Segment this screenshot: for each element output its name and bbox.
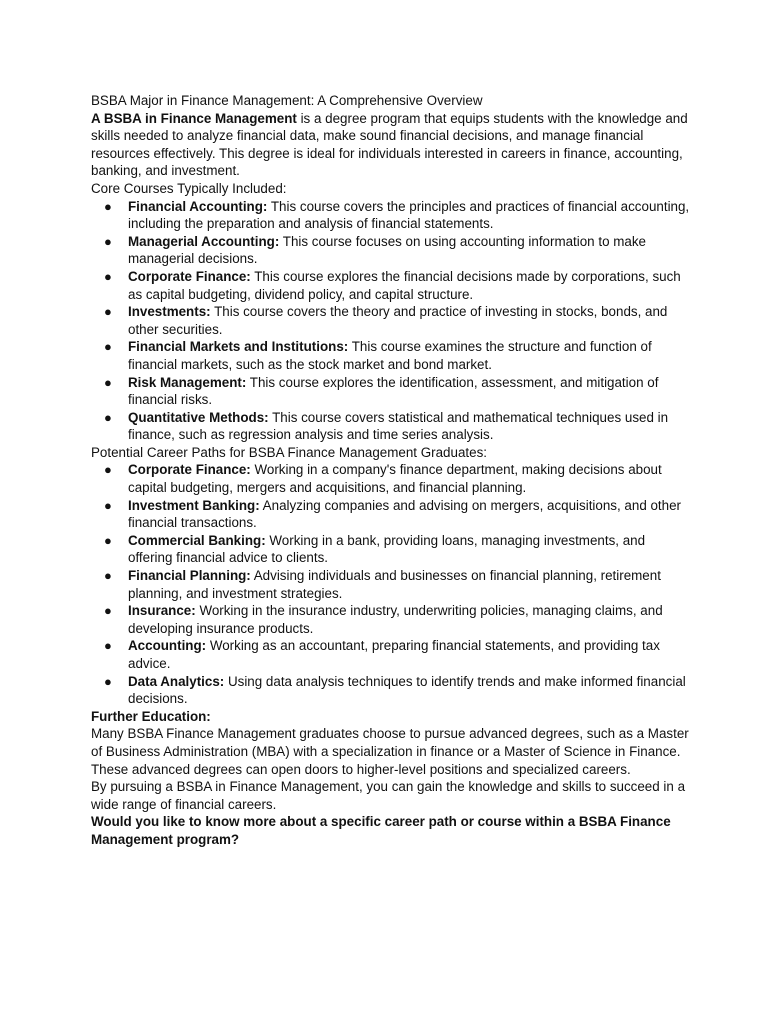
- career-term: Insurance:: [128, 603, 196, 619]
- list-item: [91, 268, 691, 303]
- list-item: [91, 409, 691, 444]
- course-term: Managerial Accounting:: [128, 233, 280, 249]
- bullet-icon: ●: [104, 638, 112, 654]
- bullet-icon: ●: [104, 568, 112, 584]
- bullet-icon: ●: [104, 268, 112, 284]
- list-item: [91, 673, 691, 708]
- career-paths-list: [91, 461, 691, 707]
- course-desc: This course examines the structure and function of financial markets, such as the stock market and bond market.: [128, 339, 652, 372]
- career-term: Commercial Banking:: [128, 532, 266, 548]
- course-desc: This course focuses on using accounting information to make managerial decisions.: [128, 233, 646, 267]
- intro-bold: A BSBA in Finance Management: [91, 110, 297, 126]
- career-desc: Working in the insurance industry, underwriting policies, managing claims, and developing insurance products.: [128, 603, 663, 636]
- course-desc: This course covers the theory and practice of investing in stocks, bonds, and other securities.: [128, 304, 668, 337]
- bullet-icon: ●: [104, 673, 112, 689]
- career-desc: Working in a bank, providing loans, managing investments, and offering financial advice to clients.: [128, 532, 646, 566]
- career-desc: Working in a company's finance department, making decisions about capital budgeting, mergers and acquisitions, and financial planning.: [128, 462, 662, 496]
- bullet-icon: ●: [104, 532, 112, 548]
- career-term: Investment Banking:: [128, 497, 260, 513]
- career-desc: Using data analysis techniques to identify trends and make informed financial decisions.: [128, 673, 686, 707]
- bullet-icon: ●: [104, 497, 112, 513]
- course-desc: This course explores the identification, assessment, and mitigation of financial risks.: [128, 374, 659, 408]
- list-item: [91, 567, 691, 602]
- core-courses-list: [91, 198, 691, 444]
- bullet-icon: ●: [104, 198, 112, 214]
- document-title: BSBA Major in Finance Management: A Comprehensive Overview: [91, 93, 483, 108]
- career-term: Data Analytics:: [128, 673, 225, 689]
- list-item: [91, 461, 691, 496]
- document-page: [91, 92, 691, 849]
- bullet-icon: ●: [104, 233, 112, 249]
- bullet-icon: ●: [104, 603, 112, 619]
- core-courses-heading: Core Courses Typically Included:: [91, 180, 287, 196]
- career-desc: Working as an accountant, preparing financial statements, and providing tax advice.: [128, 638, 660, 671]
- intro-text: is a degree program that equips students with the knowledge and skills needed to analyze financial data, make sound financial decisions, and manage financial resources effectively. This degree is ideal for individuals interested in careers in finance, accounting, banking, and investment.: [91, 110, 688, 179]
- list-item: [91, 198, 691, 233]
- course-term: Financial Accounting:: [128, 198, 268, 214]
- further-education-text: Many BSBA Finance Management graduates choose to pursue advanced degrees, such as a Master of Business Administration (MBA) with a specialization in finance or a Master of Science in Finance. These advanced degrees can open doors to higher-level positions and specialized careers.: [91, 726, 689, 777]
- intro-paragraph: [91, 110, 691, 180]
- list-item: [91, 497, 691, 532]
- list-item: [91, 602, 691, 637]
- career-desc: Advising individuals and businesses on financial planning, retirement planning, and investment strategies.: [128, 568, 661, 601]
- course-term: Financial Markets and Institutions:: [128, 339, 349, 355]
- course-term: Investments:: [128, 304, 211, 320]
- further-education-heading: Further Education:: [91, 708, 211, 724]
- bullet-icon: ●: [104, 409, 112, 425]
- course-term: Risk Management:: [128, 374, 247, 390]
- career-term: Financial Planning:: [128, 568, 251, 584]
- list-item: [91, 374, 691, 409]
- bullet-icon: ●: [104, 304, 112, 320]
- conclusion-text: By pursuing a BSBA in Finance Management, you can gain the knowledge and skills to succeed in a wide range of financial careers.: [91, 779, 686, 812]
- career-paths-heading: Potential Career Paths for BSBA Finance Management Graduates:: [91, 444, 487, 460]
- course-desc: This course covers statistical and mathematical techniques used in finance, such as regression analysis and time series analysis.: [128, 409, 669, 443]
- bullet-icon: ●: [104, 374, 112, 390]
- career-desc: Analyzing companies and advising on mergers, acquisitions, and other financial transactions.: [128, 497, 682, 531]
- list-item: [91, 637, 691, 672]
- bullet-icon: ●: [104, 339, 112, 355]
- course-term: Quantitative Methods:: [128, 409, 269, 425]
- course-desc: This course covers the principles and practices of financial accounting, including the preparation and analysis of financial statements.: [128, 198, 690, 232]
- closing-question: Would you like to know more about a specific career path or course within a BSBA Finance Management program?: [91, 814, 671, 847]
- list-item: [91, 303, 691, 338]
- list-item: [91, 233, 691, 268]
- career-term: Corporate Finance:: [128, 462, 251, 478]
- list-item: [91, 532, 691, 567]
- bullet-icon: ●: [104, 462, 112, 478]
- list-item: [91, 338, 691, 373]
- career-term: Accounting:: [128, 638, 207, 654]
- course-desc: This course explores the financial decisions made by corporations, such as capital budgeting, dividend policy, and capital structure.: [128, 268, 681, 302]
- course-term: Corporate Finance:: [128, 268, 251, 284]
